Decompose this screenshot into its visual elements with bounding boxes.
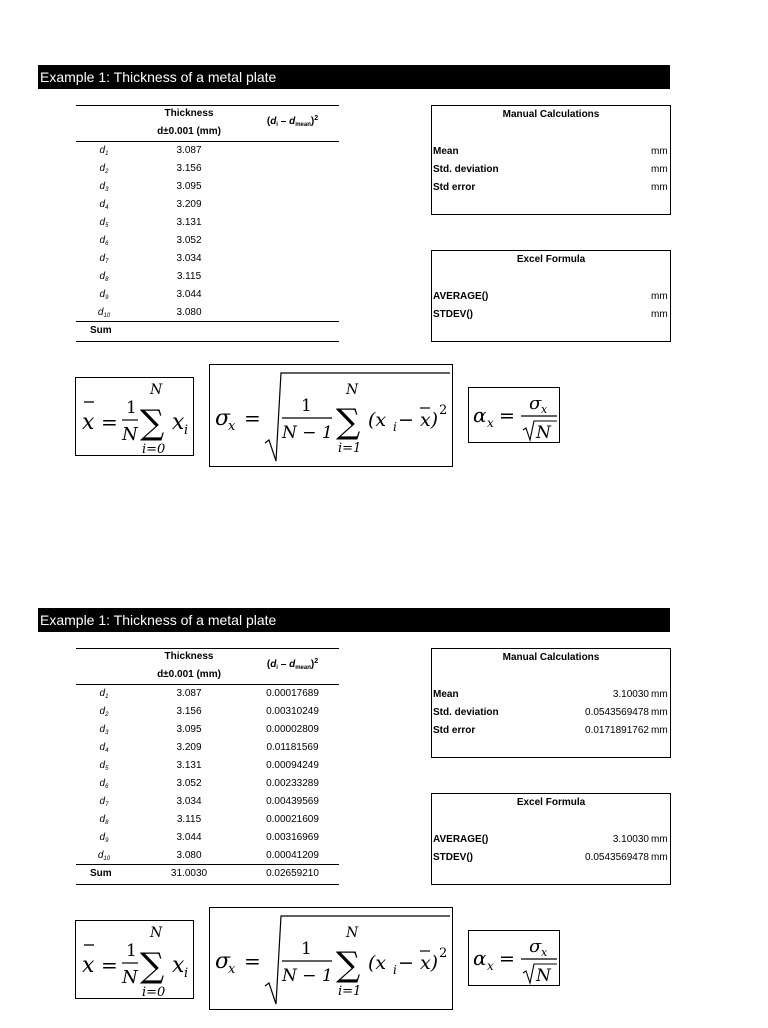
svg-text:σ: σ xyxy=(215,406,231,431)
std-error-formula-graphic xyxy=(469,931,561,987)
svg-text:=: = xyxy=(244,949,261,973)
svg-text:α: α xyxy=(473,946,487,970)
average-label: AVERAGE() xyxy=(433,834,489,845)
squared-deviation-value: 0.00233289 xyxy=(266,778,319,789)
thickness-value: 3.044 xyxy=(176,289,202,300)
std-deviation-value: 0.0543569478 xyxy=(585,707,649,718)
table-bottom-rule xyxy=(76,884,339,885)
mean-formula-graphic xyxy=(76,378,195,457)
squared-deviation-value: 0.01181569 xyxy=(266,742,319,753)
stdev-value: 0.0543569478 xyxy=(585,852,649,863)
table-row-sum xyxy=(76,322,339,340)
mean-label: Mean xyxy=(433,689,459,700)
header-thickness: Thickness xyxy=(164,651,214,662)
svg-text:x: x xyxy=(82,410,95,435)
svg-text:x: x xyxy=(541,403,548,416)
row-label-d: d xyxy=(99,271,106,282)
svg-text:i=0: i=0 xyxy=(142,442,166,457)
svg-text:2: 2 xyxy=(439,946,448,961)
svg-text:N: N xyxy=(536,423,551,443)
stdev-row xyxy=(433,307,668,323)
section-title: Example 1: Thickness of a metal plate xyxy=(38,608,670,632)
example-section-2 xyxy=(0,608,768,1028)
svg-text:=: = xyxy=(499,948,515,970)
table-row xyxy=(76,286,339,304)
svg-text:x: x xyxy=(172,410,185,435)
table-row xyxy=(76,304,339,322)
std-deviation-unit: mm xyxy=(651,707,668,718)
average-value: 3.10030 xyxy=(612,834,649,845)
std-deviation-label: Std. deviation xyxy=(433,164,499,175)
table-row xyxy=(76,160,339,178)
svg-text:N − 1: N − 1 xyxy=(282,423,333,443)
row-label-index: 4 xyxy=(105,205,109,211)
std-error-row xyxy=(433,723,668,739)
row-label-index: 6 xyxy=(105,784,109,790)
svg-text:x: x xyxy=(487,959,494,973)
table-row xyxy=(76,811,339,829)
average-row xyxy=(433,289,668,305)
std-deviation-formula xyxy=(209,364,453,467)
manual-calculations-title: Manual Calculations xyxy=(502,109,600,120)
svg-text:σ: σ xyxy=(529,936,542,957)
row-label-index: 8 xyxy=(105,277,109,283)
svg-text:N: N xyxy=(346,925,359,941)
row-label-d: d xyxy=(99,724,106,735)
svg-text:(x: (x xyxy=(368,409,387,431)
std-deviation-row xyxy=(433,162,668,178)
svg-text:1: 1 xyxy=(301,396,312,416)
svg-text:i=1: i=1 xyxy=(338,984,362,999)
header-thickness: Thickness xyxy=(164,108,214,119)
svg-text:=: = xyxy=(101,410,118,434)
squared-deviation-value: 0.00041209 xyxy=(266,850,319,861)
thickness-value: 3.087 xyxy=(176,145,202,156)
svg-text:N − 1: N − 1 xyxy=(282,966,333,986)
row-label-index: 8 xyxy=(105,820,109,826)
stdev-label: STDEV() xyxy=(433,852,473,863)
table-row xyxy=(76,268,339,286)
row-label-index: 5 xyxy=(105,766,109,772)
std-error-label: Std error xyxy=(433,725,476,736)
svg-text:=: = xyxy=(499,405,515,427)
svg-text:σ: σ xyxy=(529,393,542,414)
mean-value: 3.10030 xyxy=(612,689,649,700)
std-error-value: 0.0171891762 xyxy=(585,725,649,736)
row-label-d: d xyxy=(99,145,106,156)
row-label-index: 7 xyxy=(105,802,109,808)
row-label-d: d xyxy=(99,163,106,174)
std-deviation-formula xyxy=(209,907,453,1010)
row-label-d: d xyxy=(97,307,104,318)
svg-text:σ: σ xyxy=(215,949,231,974)
thickness-value: 3.034 xyxy=(176,796,202,807)
thickness-value: 3.156 xyxy=(176,163,202,174)
std-deviation-unit: mm xyxy=(651,164,668,175)
squared-deviation-value: 0.00439569 xyxy=(266,796,319,807)
svg-text:i=1: i=1 xyxy=(338,441,362,456)
row-label-d: d xyxy=(99,253,106,264)
excel-formula-box xyxy=(431,250,671,342)
std-error-formula-graphic xyxy=(469,388,561,444)
sum-label: Sum xyxy=(90,325,112,336)
thickness-value: 3.095 xyxy=(176,181,202,192)
svg-text:1: 1 xyxy=(126,398,137,418)
sum-squared: 0.02659210 xyxy=(266,868,319,879)
svg-text:∑: ∑ xyxy=(336,402,361,442)
svg-text:x: x xyxy=(487,416,494,430)
table-row xyxy=(76,721,339,739)
stdev-label: STDEV() xyxy=(433,309,473,320)
header-precision: d±0.001 (mm) xyxy=(157,126,221,137)
std-error-formula xyxy=(468,387,560,443)
row-label-d: d xyxy=(99,742,106,753)
thickness-value: 3.156 xyxy=(176,706,202,717)
thickness-value: 3.095 xyxy=(176,724,202,735)
thickness-value: 3.080 xyxy=(176,307,202,318)
svg-text:x: x xyxy=(228,419,236,434)
svg-text:i: i xyxy=(184,423,189,438)
thickness-value: 3.052 xyxy=(176,778,202,789)
row-label-d: d xyxy=(99,688,106,699)
thickness-value: 3.080 xyxy=(176,850,202,861)
row-label-d: d xyxy=(99,199,106,210)
std-deviation-label: Std. deviation xyxy=(433,707,499,718)
mean-unit: mm xyxy=(651,146,668,157)
squared-deviation-value: 0.00316969 xyxy=(266,832,319,843)
row-label-index: 1 xyxy=(105,694,109,700)
row-label-index: 2 xyxy=(105,712,109,718)
svg-text:=: = xyxy=(244,406,261,430)
table-row xyxy=(76,196,339,214)
excel-formula-title: Excel Formula xyxy=(516,254,586,265)
std-error-unit: mm xyxy=(651,725,668,736)
row-label-index: 6 xyxy=(105,241,109,247)
thickness-value: 3.131 xyxy=(176,217,202,228)
thickness-value: 3.115 xyxy=(176,271,202,282)
svg-text:1: 1 xyxy=(126,941,137,961)
thickness-value: 3.209 xyxy=(176,742,202,753)
stdev-unit: mm xyxy=(651,852,668,863)
table-top-rule xyxy=(76,105,339,106)
table-row xyxy=(76,703,339,721)
row-label-d: d xyxy=(99,760,106,771)
row-label-d: d xyxy=(99,181,106,192)
average-label: AVERAGE() xyxy=(433,291,489,302)
svg-text:− x): − x) xyxy=(398,952,439,974)
svg-text:∑: ∑ xyxy=(140,946,165,986)
svg-text:N: N xyxy=(122,424,138,445)
svg-text:i: i xyxy=(393,963,397,977)
row-label-index: 5 xyxy=(105,223,109,229)
row-label-d: d xyxy=(99,796,106,807)
squared-deviation-value: 0.00002809 xyxy=(266,724,319,735)
row-label-d: d xyxy=(99,832,106,843)
row-label-index: 9 xyxy=(105,838,109,844)
svg-text:2: 2 xyxy=(439,403,448,418)
svg-text:N: N xyxy=(150,382,163,398)
example-section-1 xyxy=(0,65,768,485)
thickness-value: 3.087 xyxy=(176,688,202,699)
row-label-d: d xyxy=(99,217,106,228)
svg-text:− x): − x) xyxy=(398,409,439,431)
svg-text:∑: ∑ xyxy=(140,403,165,443)
average-unit: mm xyxy=(651,291,668,302)
squared-deviation-value: 0.00021609 xyxy=(266,814,319,825)
row-label-index: 3 xyxy=(105,730,109,736)
table-top-rule xyxy=(76,648,339,649)
svg-text:x: x xyxy=(172,953,185,978)
mean-formula xyxy=(75,377,194,456)
squared-deviation-value: 0.00310249 xyxy=(266,706,319,717)
row-label-index: 3 xyxy=(105,187,109,193)
thickness-value: 3.115 xyxy=(176,814,202,825)
mean-row xyxy=(433,687,668,703)
mean-formula-graphic xyxy=(76,921,195,1000)
std-deviation-row xyxy=(433,705,668,721)
table-row xyxy=(76,739,339,757)
table-row xyxy=(76,232,339,250)
manual-calculations-title: Manual Calculations xyxy=(502,652,600,663)
mean-unit: mm xyxy=(651,689,668,700)
table-row xyxy=(76,178,339,196)
std-error-unit: mm xyxy=(651,182,668,193)
row-label-index: 9 xyxy=(105,295,109,301)
mean-row xyxy=(433,144,668,160)
squared-deviation-value: 0.00094249 xyxy=(266,760,319,771)
svg-text:∑: ∑ xyxy=(336,945,361,985)
mean-label: Mean xyxy=(433,146,459,157)
svg-text:N: N xyxy=(536,966,551,986)
table-bottom-rule xyxy=(76,341,339,342)
std-error-row xyxy=(433,180,668,196)
thickness-value: 3.209 xyxy=(176,199,202,210)
table-row xyxy=(76,775,339,793)
std-error-formula xyxy=(468,930,560,986)
table-row xyxy=(76,142,339,160)
excel-formula-title: Excel Formula xyxy=(516,797,586,808)
std-deviation-formula-graphic xyxy=(210,365,454,468)
svg-text:x: x xyxy=(541,946,548,959)
svg-text:α: α xyxy=(473,403,487,427)
header-squared-deviation: $(d_i - d_{mean})^2$ xyxy=(266,658,319,671)
svg-text:N: N xyxy=(346,382,359,398)
manual-calculations-box xyxy=(431,105,671,215)
row-label-d: d xyxy=(99,706,106,717)
row-label-index: 4 xyxy=(105,748,109,754)
svg-text:x: x xyxy=(228,962,236,977)
stdev-unit: mm xyxy=(651,309,668,320)
sum-label: Sum xyxy=(90,868,112,879)
mean-formula xyxy=(75,920,194,999)
row-label-d: d xyxy=(99,814,106,825)
svg-text:x: x xyxy=(82,953,95,978)
thickness-value: 3.034 xyxy=(176,253,202,264)
svg-text:i: i xyxy=(184,966,189,981)
table-row xyxy=(76,757,339,775)
svg-text:i=0: i=0 xyxy=(142,985,166,1000)
row-label-index: 10 xyxy=(103,313,111,319)
sum-value: 31.0030 xyxy=(170,868,208,879)
header-precision: d±0.001 (mm) xyxy=(157,669,221,680)
svg-text:i: i xyxy=(393,420,397,434)
table-row xyxy=(76,829,339,847)
table-row xyxy=(76,847,339,865)
table-row xyxy=(76,685,339,703)
table-row-sum xyxy=(76,865,339,883)
excel-formula-box xyxy=(431,793,671,885)
row-label-d: d xyxy=(97,850,104,861)
row-label-index: 2 xyxy=(105,169,109,175)
row-label-d: d xyxy=(99,235,106,246)
row-label-index: 1 xyxy=(105,151,109,157)
squared-deviation-value: 0.00017689 xyxy=(266,688,319,699)
manual-calculations-box xyxy=(431,648,671,758)
std-error-label: Std error xyxy=(433,182,476,193)
average-row xyxy=(433,832,668,848)
average-unit: mm xyxy=(651,834,668,845)
header-squared-deviation: $(d_i - d_{mean})^2$ xyxy=(266,115,319,128)
thickness-value: 3.044 xyxy=(176,832,202,843)
stdev-row xyxy=(433,850,668,866)
table-row xyxy=(76,214,339,232)
row-label-d: d xyxy=(99,289,106,300)
svg-text:1: 1 xyxy=(301,939,312,959)
svg-text:N: N xyxy=(122,967,138,988)
row-label-index: 10 xyxy=(103,856,111,862)
svg-text:(x: (x xyxy=(368,952,387,974)
section-title: Example 1: Thickness of a metal plate xyxy=(38,65,670,89)
svg-text:N: N xyxy=(150,925,163,941)
std-deviation-formula-graphic xyxy=(210,908,454,1011)
thickness-value: 3.052 xyxy=(176,235,202,246)
table-row xyxy=(76,250,339,268)
row-label-d: d xyxy=(99,778,106,789)
svg-text:=: = xyxy=(101,953,118,977)
thickness-value: 3.131 xyxy=(176,760,202,771)
table-row xyxy=(76,793,339,811)
row-label-index: 7 xyxy=(105,259,109,265)
